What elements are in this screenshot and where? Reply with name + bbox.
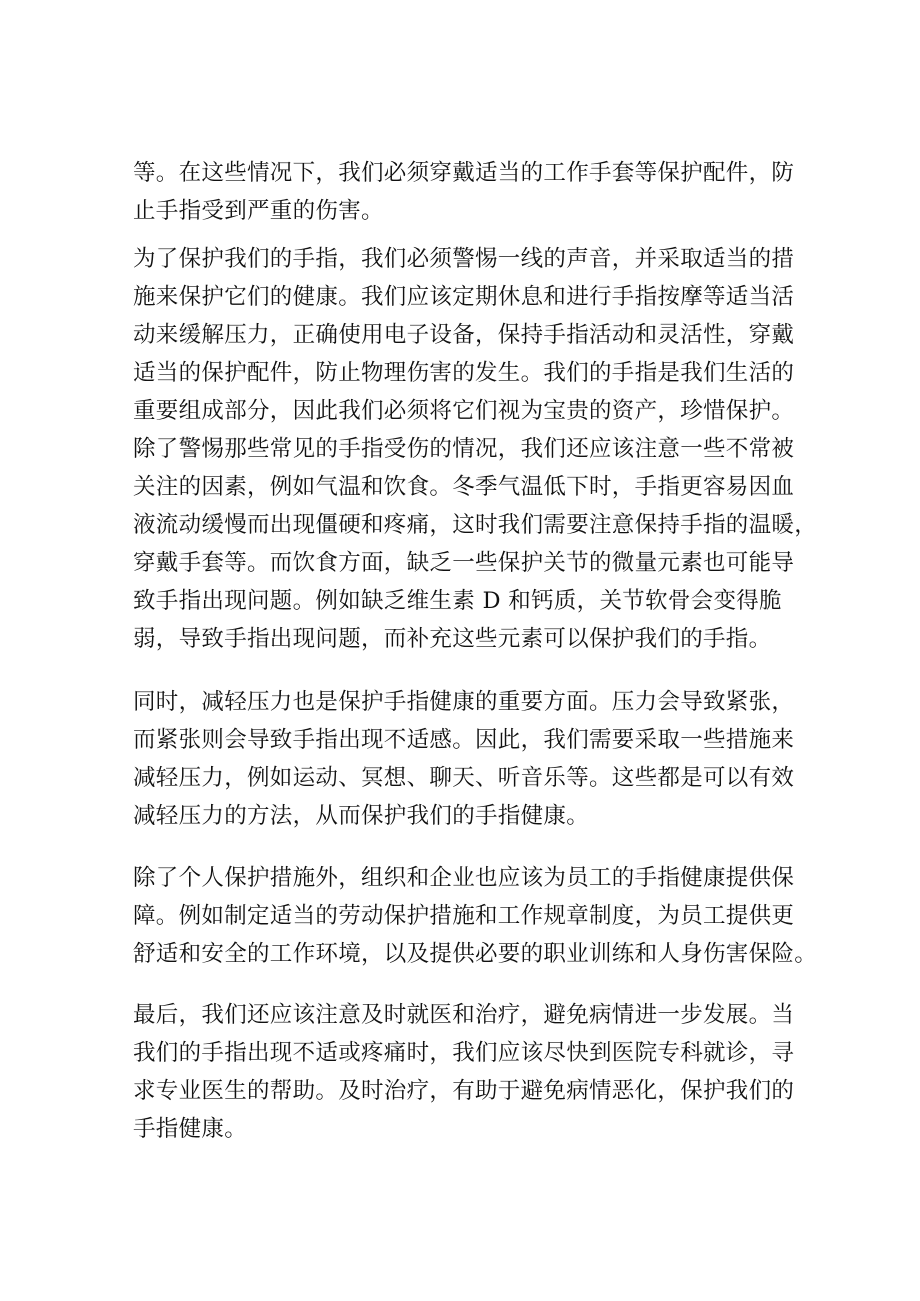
text-line: 障。例如制定适当的劳动保护措施和工作规章制度，为员工提供更 bbox=[133, 903, 795, 929]
text-line: 手指健康。 bbox=[133, 1116, 248, 1142]
text-line: 关注的因素，例如气温和饮食。冬季气温低下时，手指更容易因血 bbox=[133, 474, 795, 500]
text-line: 适当的保护配件，防止物理伤害的发生。我们的手指是我们生活的 bbox=[133, 360, 795, 386]
text-line: 重要组成部分，因此我们必须将它们视为宝贵的资产，珍惜保护。 bbox=[133, 398, 795, 424]
text-line: 除了个人保护措施外，组织和企业也应该为员工的手指健康提供保 bbox=[133, 865, 795, 891]
paragraph-2 bbox=[133, 240, 818, 658]
text-line: 舒适和安全的工作环境，以及提供必要的职业训练和人身伤害保险。 bbox=[133, 941, 818, 967]
text-line: 减轻压力，例如运动、冥想、聊天、听音乐等。这些都是可以有效 bbox=[133, 765, 795, 791]
text-line: 为了保护我们的手指，我们必须警惕一线的声音，并采取适当的措 bbox=[133, 246, 795, 272]
text-line: 我们的手指出现不适或疼痛时，我们应该尽快到医院专科就诊，寻 bbox=[133, 1040, 795, 1066]
text-line: 而紧张则会导致手指出现不适感。因此，我们需要采取一些措施来 bbox=[133, 727, 795, 753]
text-line: 致手指出现问题。例如缺乏维生素 D 和钙质，关节软骨会变得脆 bbox=[133, 588, 782, 614]
text-line: 弱，导致手指出现问题，而补充这些元素可以保护我们的手指。 bbox=[133, 626, 772, 652]
text-line: 求专业医生的帮助。及时治疗，有助于避免病情恶化，保护我们的 bbox=[133, 1078, 795, 1104]
text-line: 止手指受到严重的伤害。 bbox=[133, 198, 384, 224]
paragraph-4 bbox=[133, 859, 818, 973]
text-line: 除了警惕那些常见的手指受伤的情况，我们还应该注意一些不常被 bbox=[133, 436, 795, 462]
text-line: 穿戴手套等。而饮食方面，缺乏一些保护关节的微量元素也可能导 bbox=[133, 550, 795, 576]
text-line: 施来保护它们的健康。我们应该定期休息和进行手指按摩等适当活 bbox=[133, 284, 795, 310]
text-line: 等。在这些情况下，我们必须穿戴适当的工作手套等保护配件，防 bbox=[133, 160, 795, 186]
paragraph-1 bbox=[133, 154, 813, 230]
text-line: 减轻压力的方法，从而保护我们的手指健康。 bbox=[133, 803, 590, 829]
paragraph-5 bbox=[133, 996, 813, 1148]
text-line: 最后，我们还应该注意及时就医和治疗，避免病情进一步发展。当 bbox=[133, 1002, 795, 1028]
text-line: 同时，减轻压力也是保护手指健康的重要方面。压力会导致紧张， bbox=[133, 689, 795, 715]
text-line: 动来缓解压力，正确使用电子设备，保持手指活动和灵活性，穿戴 bbox=[133, 322, 795, 348]
text-line: 液流动缓慢而出现僵硬和疼痛，这时我们需要注意保持手指的温暖， bbox=[133, 512, 818, 538]
paragraph-3 bbox=[133, 683, 813, 835]
